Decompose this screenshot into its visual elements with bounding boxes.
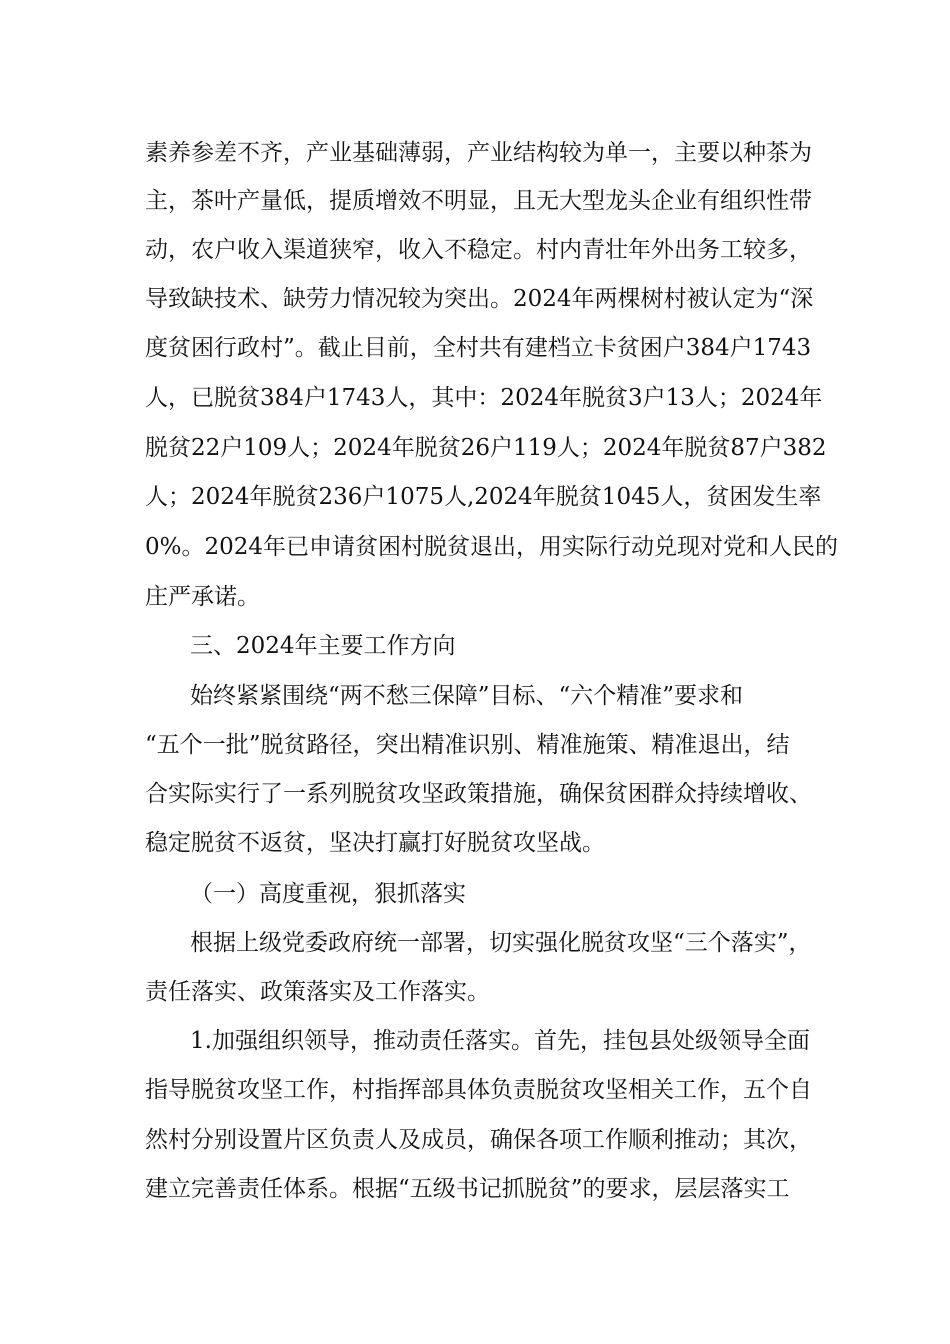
body-text-line: 根据上级党委政府统一部署，切实强化脱贫攻坚“三个落实”， bbox=[190, 930, 812, 956]
body-text-line: 素养参差不齐，产业基础薄弱，产业结构较为单一，主要以种茶为 bbox=[145, 140, 812, 166]
body-text-line: 脱贫22户109人；2024年脱贫26户119人；2024年脱贫87户382 bbox=[145, 435, 827, 461]
body-text-line: 度贫困行政村”。截止目前，全村共有建档立卡贫困户384户1743 bbox=[145, 335, 812, 361]
body-text-line: 0%。2024年已申请贫困村脱贫退出，用实际行动兑现对党和人民的 bbox=[145, 534, 839, 560]
body-text-line: 稳定脱贫不返贫，坚决打赢打好脱贫攻坚战。 bbox=[145, 830, 605, 856]
body-text-line: 指导脱贫攻坚工作，村指挥部具体负责脱贫攻坚相关工作，五个自 bbox=[145, 1077, 812, 1103]
body-text-line: 始终紧紧围绕“两不愁三保障”目标、“六个精准”要求和 bbox=[190, 683, 744, 709]
body-text-line: 动，农户收入渠道狭窄，收入不稳定。村内青壮年外出务工较多， bbox=[145, 237, 812, 263]
section-heading: 三、2024年主要工作方向 bbox=[190, 633, 456, 659]
body-text-line: “五个一批”脱贫路径，突出精准识别、精准施策、精准退出，结 bbox=[145, 732, 790, 758]
body-text-line: 主，茶叶产量低，提质增效不明显，且无大型龙头企业有组织性带 bbox=[145, 188, 812, 214]
body-text-line: 人，已脱贫384户1743人，其中：2024年脱贫3户13人；2024年 bbox=[145, 385, 823, 411]
body-text-line: 庄严承诺。 bbox=[145, 584, 260, 610]
body-text-line: 合实际实行了一系列脱贫攻坚政策措施，确保贫困群众持续增收、 bbox=[145, 781, 812, 807]
body-text-line: 建立完善责任体系。根据“五级书记抓脱贫”的要求，层层落实工 bbox=[145, 1176, 790, 1202]
body-text-line: 人；2024年脱贫236户1075人,2024年脱贫1045人，贫困发生率 bbox=[145, 484, 822, 510]
subsection-heading: （一）高度重视，狠抓落实 bbox=[190, 881, 466, 907]
body-text-line: 责任落实、政策落实及工作落实。 bbox=[145, 979, 490, 1005]
body-text-line: 然村分别设置片区负责人及成员，确保各项工作顺利推动；其次， bbox=[145, 1127, 812, 1153]
body-text-line: 1.加强组织领导，推动责任落实。首先，挂包县处级领导全面 bbox=[190, 1028, 810, 1054]
body-text-line: 导致缺技术、缺劳力情况较为突出。2024年两棵树村被认定为“深 bbox=[145, 286, 814, 312]
